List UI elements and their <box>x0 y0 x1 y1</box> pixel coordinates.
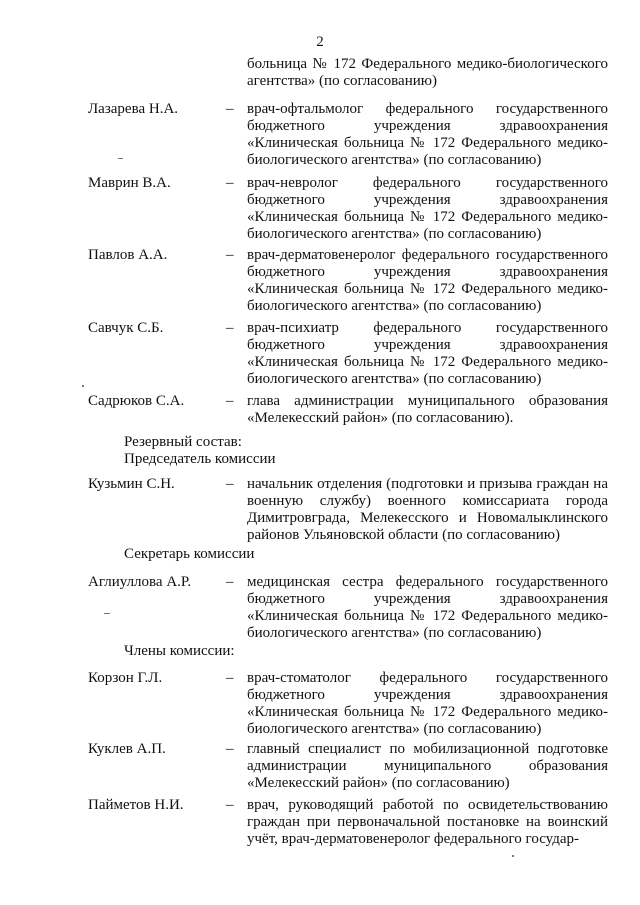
member-description: главный специалист по мобилизационной подготовке администрации муниципального образования «Мелекесский район» (по согласованию) <box>247 741 608 791</box>
dash: – <box>226 175 234 191</box>
member-description: врач-невролог федерального государственного бюджетного учреждения здравоохранения «Клиническая больница № 172 Федерального медико-биологического агентства» (по согласованию) <box>247 175 608 242</box>
member-name: Корзон Г.Л. <box>88 670 163 686</box>
secretary-heading: Секретарь комиссии <box>124 546 255 562</box>
member-description: врач, руководящий работой по освидетельствованию граждан при первоначальной постановке на воинский учёт, врач-дерматовенеролог федерального государ- <box>247 797 608 847</box>
dash: – <box>226 741 234 757</box>
dash: – <box>226 247 234 263</box>
member-description: медицинская сестра федерального государственного бюджетного учреждения здравоохранения «Клиническая больница № 172 Федерального медико-биологического агентства» (по согласованию) <box>247 574 608 641</box>
member-description: врач-дерматовенеролог федерального государственного бюджетного учреждения здравоохранения «Клиническая больница № 172 Федерального медико-биологического агентства» (по согласованию) <box>247 247 608 314</box>
member-description: врач-офтальмолог федерального государственного бюджетного учреждения здравоохранения «Клиническая больница № 172 Федерального медико-биологического агентства» (по согласованию) <box>247 101 608 168</box>
member-name: Лазарева Н.А. <box>88 101 179 117</box>
member-name: Аглиуллова А.Р. <box>88 574 192 590</box>
dash: – <box>226 797 234 813</box>
member-name: Куклев А.П. <box>88 741 166 757</box>
member-name: Маврин В.А. <box>88 175 171 191</box>
page-number: 2 <box>316 34 324 50</box>
members-heading: Члены комиссии: <box>124 643 235 659</box>
member-description: врач-стоматолог федерального государственного бюджетного учреждения здравоохранения «Клиническая больница № 172 Федерального медико-биологического агентства» (по согласованию) <box>247 670 608 737</box>
scan-artifact <box>118 158 123 159</box>
dash: – <box>226 476 234 492</box>
member-name: Пайметов Н.И. <box>88 797 184 813</box>
scan-artifact <box>82 385 84 387</box>
member-description: начальник отделения (подготовки и призыва граждан на военную службу) военного комиссариата города Димитровграда, Мелекесского и Новомалыклинского районов Ульяновской области (по согласованию) <box>247 476 608 543</box>
member-name: Кузьмин С.Н. <box>88 476 175 492</box>
dash: – <box>226 393 234 409</box>
dash: – <box>226 670 234 686</box>
member-name: Садрюков С.А. <box>88 393 185 409</box>
dash: – <box>226 574 234 590</box>
chairman-heading: Председатель комиссии <box>124 451 276 467</box>
dash: – <box>226 101 234 117</box>
member-name: Савчук С.Б. <box>88 320 164 336</box>
scan-artifact <box>512 855 514 857</box>
member-name: Павлов А.А. <box>88 247 168 263</box>
scan-artifact <box>104 613 110 614</box>
dash: – <box>226 320 234 336</box>
member-description: врач-психиатр федерального государственного бюджетного учреждения здравоохранения «Клиническая больница № 172 Федерального медико-биологического агентства» (по согласованию) <box>247 320 608 387</box>
member-description: глава администрации муниципального образования «Мелекесский район» (по согласованию). <box>247 393 608 426</box>
continuation-text: больница № 172 Федерального медико-биологического агентства» (по согласованию) <box>247 56 608 89</box>
reserve-heading: Резервный состав: <box>124 434 242 450</box>
